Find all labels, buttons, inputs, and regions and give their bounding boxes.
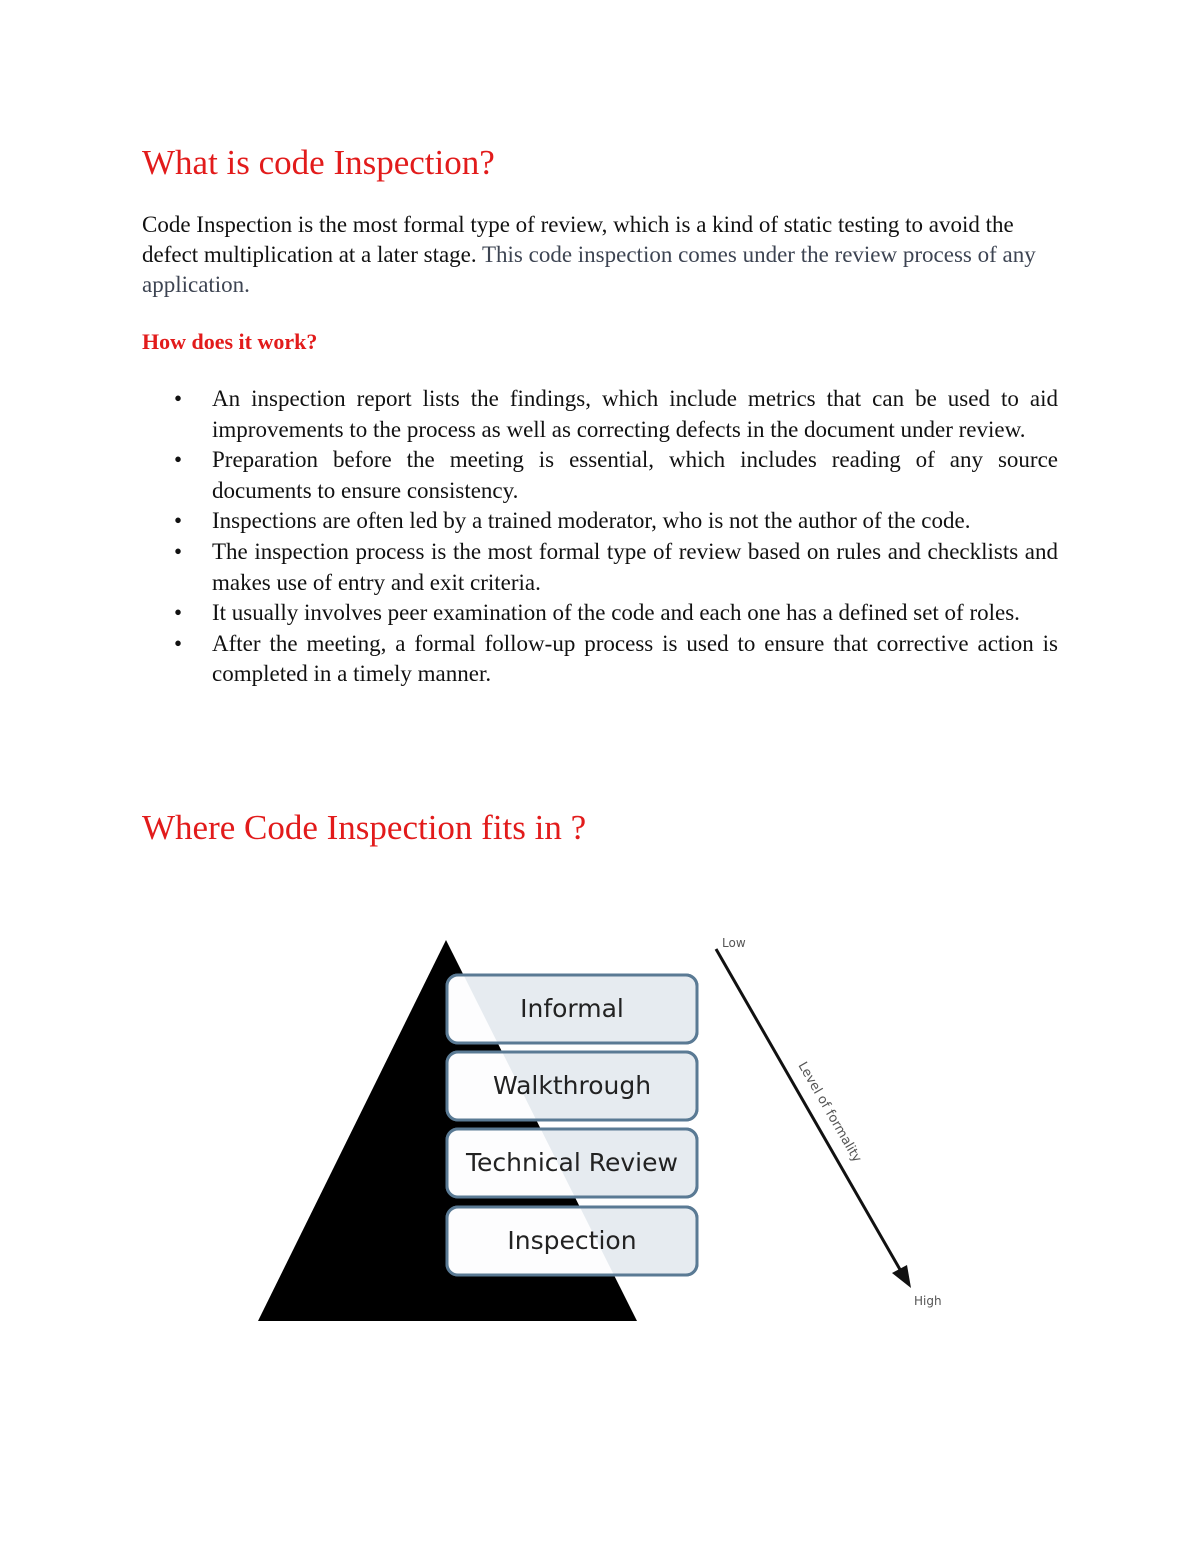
bullet-icon: •	[174, 630, 183, 656]
level-label: Informal	[520, 994, 624, 1023]
level-informal	[447, 975, 697, 1043]
bullet-list	[142, 384, 1058, 690]
axis-title: Level of formality	[794, 1059, 865, 1166]
intro-paragraph	[142, 210, 1058, 300]
formality-arrow-line	[716, 949, 902, 1273]
list-item	[142, 629, 1058, 690]
level-label: Technical Review	[466, 1148, 678, 1177]
arrow-head-icon	[892, 1265, 911, 1288]
intro-text: Code Inspection is the most formal type of review, which is a kind of static testing to avoid the defect multiplication at a later stage.	[142, 212, 1014, 267]
list-item-text: Inspections are often led by a trained moderator, who is not the author of the code.	[212, 508, 971, 534]
bullet-icon: •	[174, 386, 183, 411]
list-item	[142, 598, 1058, 629]
level-walkthrough	[447, 1052, 697, 1120]
bullet-icon: •	[174, 447, 183, 473]
list-item	[142, 506, 1058, 537]
level-technical-review	[447, 1129, 697, 1197]
bullet-icon: •	[174, 508, 183, 534]
axis-high-label: High	[914, 1294, 942, 1308]
formality-pyramid-diagram	[240, 925, 970, 1335]
level-label: Walkthrough	[492, 1071, 652, 1100]
list-item-text: Preparation before the meeting is essential, which includes reading of any source documents to ensure consistency.	[212, 447, 1058, 503]
page-title: What is code Inspection?	[142, 143, 495, 182]
bullet-icon: •	[174, 600, 183, 626]
list-item-text: It usually involves peer examination of the code and each one has a defined set of roles.	[212, 600, 1020, 626]
axis-low-label: Low	[722, 936, 746, 950]
intro-text-continued: This code inspection comes under the review process of any application.	[142, 242, 1036, 297]
list-item	[142, 537, 1058, 598]
level-inspection	[447, 1207, 697, 1275]
list-item-text: An inspection report lists the findings, which include metrics that can be used to aid improvements to the process as well as correcting defects in the document under review.	[212, 386, 1058, 442]
section-title: Where Code Inspection fits in ?	[142, 808, 587, 847]
bullet-icon: •	[174, 538, 183, 564]
how-it-works-heading: How does it work?	[142, 329, 318, 354]
formality-axis	[716, 936, 942, 1308]
list-item-text: The inspection process is the most formal type of review based on rules and checklists and makes use of entry and exit criteria.	[212, 538, 1058, 595]
level-label: Inspection	[507, 1226, 637, 1255]
list-item-text: After the meeting, a formal follow-up process is used to ensure that corrective action is completed in a timely manner.	[212, 630, 1058, 687]
list-item	[142, 445, 1058, 506]
list-item	[142, 384, 1058, 445]
